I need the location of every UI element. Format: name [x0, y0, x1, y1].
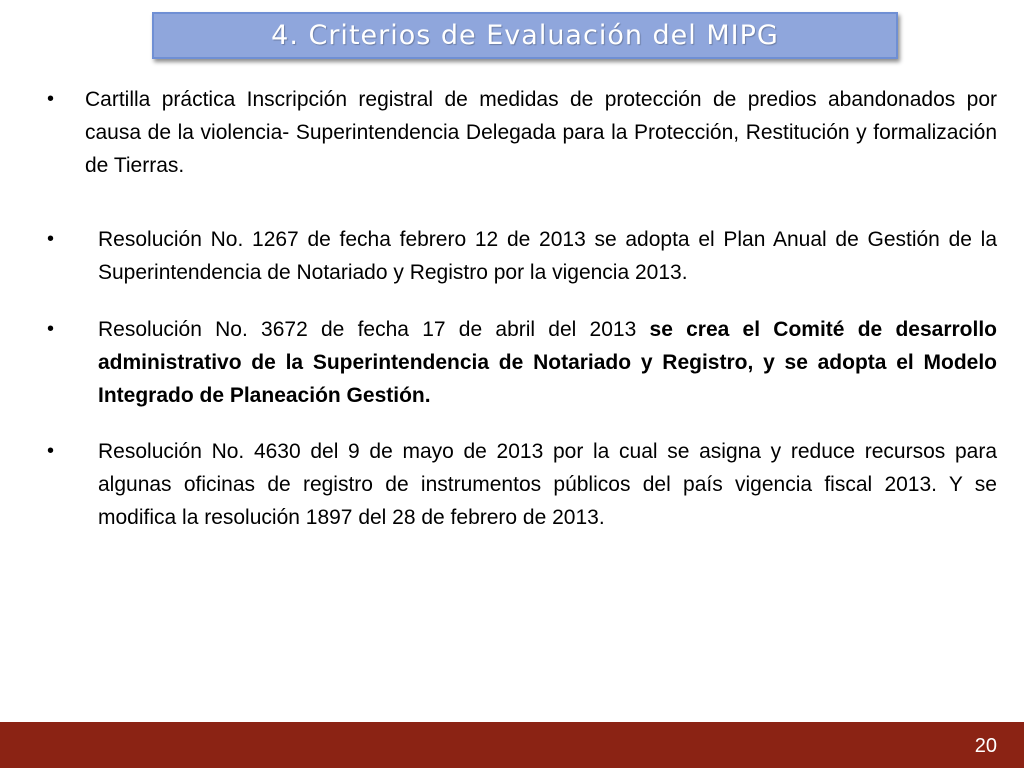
bullet-marker: •	[47, 88, 55, 110]
bullet-text: Resolución No. 1267 de fecha febrero 12 de 2013 se adopta el Plan Anual de Gestión de la Superintendencia de Notariado y Registro por la vigencia 2013.	[98, 228, 997, 284]
bullet-item-cartilla	[47, 83, 997, 182]
bullet-text: Resolución No. 4630 del 9 de mayo de 2013 por la cual se asigna y reduce recursos para algunas oficinas de registro de instrumentos públicos del país vigencia fiscal 2013. Y se modifica la resolución 1897 del 28 de febrero de 2013.	[98, 440, 997, 529]
slide-title: 4. Criterios de Evaluación del MIPG	[271, 20, 779, 51]
bullet-item-resolucion-4630	[47, 435, 997, 534]
bullet-marker: •	[47, 440, 55, 462]
bullet-item-resolucion-3672	[47, 313, 997, 412]
footer-bar	[0, 722, 1024, 768]
bullet-item-resolucion-1267	[47, 223, 997, 289]
bullet-text: Cartilla práctica Inscripción registral de medidas de protección de predios abandonados por causa de la violencia- Superintendencia Delegada para la Protección, Restitución y formalización de Tierras.	[85, 88, 997, 177]
page-number: 20	[974, 735, 997, 757]
bullet-marker: •	[47, 318, 55, 340]
bullet-marker: •	[47, 228, 55, 250]
slide-title-box	[152, 12, 898, 59]
bullet-text: Resolución No. 3672 de fecha 17 de abril del 2013	[98, 318, 650, 341]
bullet-text-bold: se crea el Comité de desarrollo administrativo de la Superintendencia de Notariado y Registro, y se adopta el Modelo Integrado de Planeación Gestión.	[98, 318, 997, 407]
